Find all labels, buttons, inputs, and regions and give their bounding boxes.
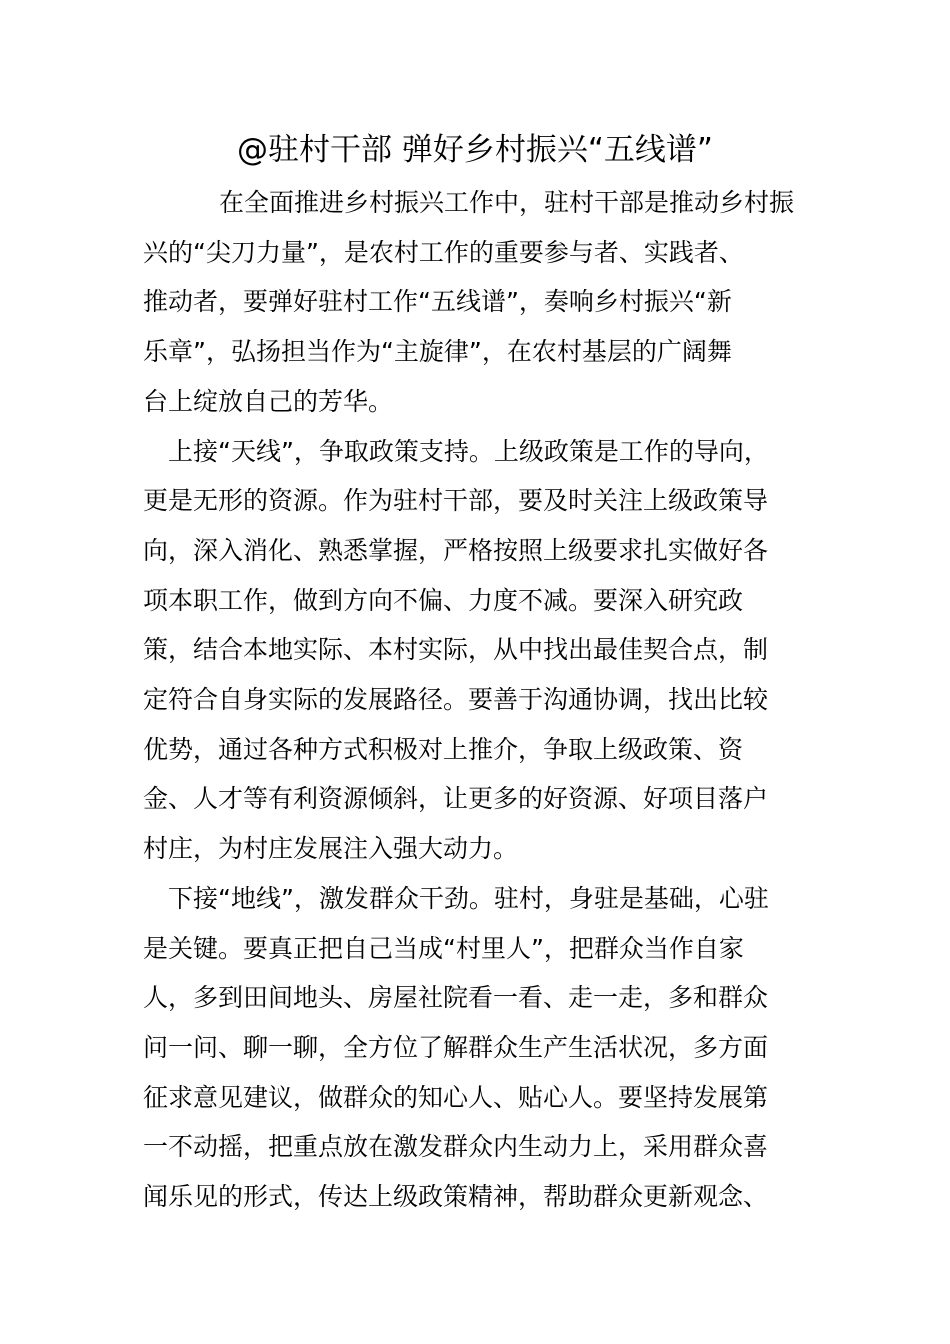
text-line: 优势，通过各种方式积极对上推介，争取上级政策、资 xyxy=(143,734,744,764)
text-line: 人，多到田间地头、房屋社院看一看、走一走，多和群众 xyxy=(143,983,769,1013)
text-line: 定符合自身实际的发展路径。要善于沟通协调，找出比较 xyxy=(143,685,769,715)
text-line: 更是无形的资源。作为驻村干部，要及时关注上级政策导 xyxy=(143,486,769,516)
text-line: 在全面推进乡村振兴工作中，驻村干部是推动乡村振 xyxy=(219,188,795,217)
text-line: 一不动摇，把重点放在激发群众内生动力上，采用群众喜 xyxy=(143,1132,769,1162)
text-line: 乐章”，弘扬担当作为“主旋律”，在农村基层的广阔舞 xyxy=(143,337,732,367)
text-line: 是关键。要真正把自己当成“村里人”，把群众当作自家 xyxy=(143,933,744,963)
paragraph-ground xyxy=(143,874,807,1222)
paragraph-intro xyxy=(143,178,807,427)
text-line: 闻乐见的形式，传达上级政策精神，帮助群众更新观念、 xyxy=(143,1182,769,1212)
document-body xyxy=(143,178,807,1222)
text-line: 村庄，为村庄发展注入强大动力。 xyxy=(143,834,519,864)
text-line: 下接“地线”，激发群众干劲。驻村，身驻是基础，心驻 xyxy=(168,883,769,913)
paragraph-antenna xyxy=(143,427,807,874)
text-line: 上接“天线”，争取政策支持。上级政策是工作的导向， xyxy=(168,436,769,466)
text-line: 问一问、聊一聊，全方位了解群众生产生活状况，多方面 xyxy=(143,1032,769,1062)
text-line: 项本职工作，做到方向不偏、力度不减。要深入研究政 xyxy=(143,585,744,615)
text-line: 兴的“尖刀力量”，是农村工作的重要参与者、实践者、 xyxy=(143,237,744,267)
text-line: 台上绽放自己的芳华。 xyxy=(143,386,394,416)
text-line: 征求意见建议，做群众的知心人、贴心人。要坚持发展第 xyxy=(143,1082,769,1112)
document-title: @驻村干部 弹好乡村振兴“五线谱” xyxy=(237,132,713,168)
text-line: 金、人才等有利资源倾斜，让更多的好资源、好项目落户 xyxy=(143,784,769,814)
text-line: 策，结合本地实际、本村实际，从中找出最佳契合点，制 xyxy=(143,635,769,665)
text-line: 推动者，要弹好驻村工作“五线谱”，奏响乡村振兴“新 xyxy=(143,287,732,317)
text-line: 向，深入消化、熟悉掌握，严格按照上级要求扎实做好各 xyxy=(143,535,769,565)
